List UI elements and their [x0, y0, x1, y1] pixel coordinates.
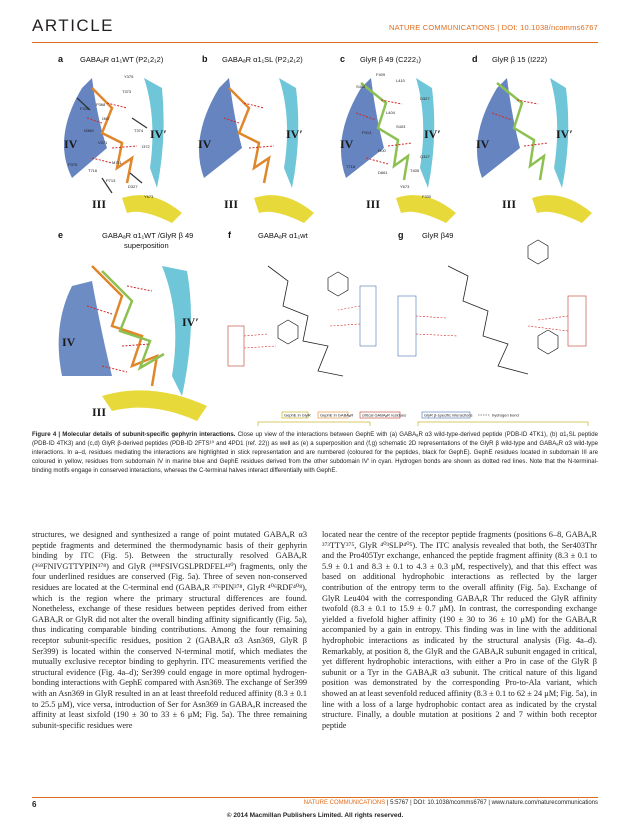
panel-c-ivprime: IV′: [424, 127, 441, 141]
body-column-left: structures, we designed and synthesized a range of point mutated GABAₐR α3 peptide fragments and determined the thermodynamic basis of their gephyrin binding by ITC (Fig. 5). Between the structurally resolved GABAₐR (³⁶⁸FNIVGTTYPIN³⁷⁸) and GlyR (³⁹⁸FSIVGSLPRDFEL⁴¹⁰) fragments, only the four underlined residues are conserved (Fig. 5a). Three of seven non-conserved residues are located at the C-terminal end (GABAₐR ³⁷⁶PIN³⁷⁸, GlyR ⁴⁰⁶RDF⁴⁰⁸), which is the region where the primary structural differences are found. Nonetheless, exchange of these residues between peptides derived from either GABAₐR or GlyR did not alter the overall binding affinity significantly (Fig. 5a), thus indicating comparable binding contributions. Among the four remaining receptor subunit-specific residues, position 2 (GABAₐR α3 Asn369, GlyR β Ser399) is located within the conserved N-terminal motif, which mediates the mutually exclusive receptor binding to gephyrin. ITC measurements verified the structural evidence (Fig. 4a–d); Ser399 could engage in more optimal hydrogen-bonding interactions with GephE compared with Asn369. The exchange of Ser399 with an Asn369 in GlyR resulted in an at least threefold reduced affinity (8.3 ± 0.1 to 25.5 μM), vice versa, introduction of Ser for Asn369 in GABAₐR increased the affinity at least sixfold (190 ± 30 to 33 ± 6 μM; Fig. 5a). The three remaining subunit-specific residues were: [32, 530, 307, 730]
res-a-9: P376: [68, 162, 78, 167]
page-header: [32, 16, 598, 43]
panel-d-title: GlyR β 15 (I222): [492, 55, 548, 64]
panel-e-title-2: superposition: [124, 241, 169, 250]
footer-journal-ref: | 5:5767 | DOI: 10.1038/ncomms6767 | www.nature.com/naturecommunications: [385, 800, 598, 806]
panel-d-label: d: [472, 54, 478, 64]
legend-critical: critical GABAₐR residues: [362, 412, 407, 418]
panel-b-label: b: [202, 54, 208, 64]
legend-gephe-gabaar: GephE in GABAₐR: [320, 412, 354, 418]
panel-f-label: f: [228, 230, 231, 240]
panel-c-iv: IV: [340, 137, 354, 151]
panel-d-ivprime: IV′: [556, 127, 573, 141]
res-a-5: N369: [84, 128, 94, 133]
res-c-1: L410: [396, 78, 405, 83]
panel-g: [398, 230, 588, 426]
panel-e-iv: IV: [62, 335, 76, 349]
panel-c-label: c: [340, 54, 346, 64]
panel-d-iv: IV: [476, 137, 490, 151]
res-a-13: Y673: [144, 194, 154, 199]
footer-rule: [32, 797, 598, 798]
caption-text: Close up view of the interactions between GephE with (a) GABAₐR α3 wild-type-derived peptide (PDB-ID 4TK1), (b) α1₁SL peptide (PDB-ID 4TK3) and (c,d) GlyR β-derived peptides (PDB-ID 2FTS¹⁰ and 4PD1 (ref. 22)) as well as (e) a superposition and (f,g) schematic 2D representations of the GlyR β wild-type and GABAₐR α3 wild-type interactions. In a–d, residues mediating the interactions are highlighted in stick representation and are numbered (coloured for the peptides, black for GephE). GephE residues located in subdomain III are coloured in yellow, residues from subdomain IV in marine blue and GephE residues derived from the other subdomain IV′ in cyan. Hydrogen bonds are shown as dotted red lines. Note that the N-terminal-binding motifs engage in conserved interactions, whereas the C-terminal halves interact differentially with GephE.: [32, 431, 598, 474]
body-column-right: located near the centre of the receptor peptide fragments (positions 6–8, GABAₐR ³⁷³TTY³⁷⁵, GlyR ⁴⁰³SLP⁴⁰⁵). The ITC analysis revealed that both, the Ser403Thr and the Pro405Tyr exchange, enhanced the peptide fragment affinity (8.3 ± 0.1 to 5.9 ± 0.1 and 8.3 ± 0.1 to 4.3 ± 0.3 μM, respectively), and that this effect was based on additional hydrophobic interactions as reflected by the larger contribution of the entropy term to the overall affinity (Fig. 5a). Exchange of GlyR Leu404 with the corresponding GABAₐR Thr reduced the GlyR affinity twofold (8.3 ± 0.1 to 15.9 ± 0.7 μM). In contrast, the corresponding exchange yielded a fivefold higher affinity (190 ± 30 to 36 ± 10 μM) for the GABAₐR accompanied by a gain in entropy. This finding was in line with the additional hydrophobic interactions as indicated by the structural analysis (Fig. 4a–d). Remarkably, at position 8, the GlyR and the GABAₐR subunit engaged in critical, yet different hydrophobic interactions, with either a Pro in case of the GlyR β subunit or a Tyr in the GABAₐR α3 subunit. The critical nature of this ligand position was demonstrated by the corresponding Pro-to-Ala variant, which showed an at least sevenfold reduced affinity (8.3 ± 0.1 to 62 ± 24 μM; Fig. 5a), in line with a loss of a large hydrophobic contact area as indicated by the crystal structure. Finally, a double mutation at positions 2 and 7 within both receptor peptide: [322, 530, 597, 730]
copyright-notice: © 2014 Macmillan Publishers Limited. All rights reserved.: [226, 812, 404, 819]
panel-g-label: g: [398, 230, 404, 240]
res-c-10: F330: [422, 194, 432, 199]
panel-b: [198, 54, 314, 223]
res-a-10: T716: [88, 168, 98, 173]
panel-e-label: e: [58, 230, 64, 240]
res-c-8: Q327: [420, 154, 430, 159]
res-a-7: T374: [134, 128, 144, 133]
panel-d: [472, 54, 592, 223]
res-a-8: I372: [142, 144, 150, 149]
caption-title: Figure 4 | Molecular details of subunit-specific gephyrin interactions.: [32, 431, 236, 438]
panel-b-title: GABAₐR α1₁SL (P2₁2₁2): [222, 55, 303, 64]
section-label: ARTICLE: [32, 16, 114, 35]
res-a-4: I367: [102, 116, 110, 121]
panel-c-iii: III: [366, 197, 381, 211]
page-number: 6: [32, 800, 37, 809]
res-c-5: P413: [362, 130, 372, 135]
res-a-14: M711: [112, 160, 122, 165]
footer-journal-name: NATURE COMMUNICATIONS: [303, 800, 386, 806]
res-c-11: I400: [378, 148, 386, 153]
panel-c-title: GlyR β 49 (C222₁): [360, 55, 422, 64]
res-c-6: T716: [346, 164, 356, 169]
res-a-0: Y375: [124, 74, 134, 79]
figure-caption: [32, 430, 598, 475]
panel-b-iv: IV: [198, 137, 212, 151]
panel-c: [340, 54, 456, 223]
panel-e-title-1: GABAₐR α1₁WT /GlyR β 49: [102, 231, 194, 240]
legend-glyr-specific: GlyR β-specific interactions: [424, 412, 473, 418]
res-a-1: T373: [122, 89, 132, 94]
panel-a-iv: IV: [64, 137, 78, 151]
legend-hbond: hydrogen bond: [492, 412, 519, 418]
res-c-3: D327: [420, 96, 430, 101]
res-a-3: P368: [96, 102, 106, 107]
legend-gephe-glyr: GephE in GlyR: [284, 412, 311, 418]
res-a-11: P713: [106, 178, 116, 183]
panel-a-ivprime: IV′: [150, 127, 167, 141]
res-a-2: F330: [80, 106, 90, 111]
panel-a-label: a: [58, 54, 64, 64]
panel-f-title: GABAₐR α1₁wt: [258, 231, 308, 240]
panel-e-ivprime: IV′: [182, 315, 199, 329]
res-c-13: T405: [410, 168, 420, 173]
panel-a: [58, 54, 182, 223]
panel-f: [228, 230, 376, 426]
panel-d-iii: III: [502, 197, 517, 211]
figure-4-graphic: [32, 48, 598, 426]
panel-a-title: GABAₐR α1₁WT (P2₁2₁2): [80, 55, 164, 64]
panel-e-iii: III: [92, 405, 107, 419]
panel-b-ivprime: IV′: [286, 127, 303, 141]
panel-g-title: GlyR β49: [422, 231, 454, 240]
footer-journal: [304, 800, 598, 806]
panel-e: [58, 230, 207, 421]
res-c-7: D661: [378, 170, 388, 175]
res-c-9: Y673: [400, 184, 410, 189]
res-a-6: V371: [98, 140, 108, 145]
panel-a-iii: III: [92, 197, 107, 211]
res-a-12: D327: [128, 184, 138, 189]
figure-4: [32, 48, 598, 426]
res-c-4: L404: [386, 110, 395, 115]
panel-b-iii: III: [224, 197, 239, 211]
legend-row: [282, 412, 519, 418]
journal-reference: NATURE COMMUNICATIONS | DOI: 10.1038/ncomms6767: [388, 23, 598, 32]
res-c-2: S408: [356, 84, 366, 89]
res-c-0: F409: [376, 72, 386, 77]
res-c-12: S403: [396, 124, 406, 129]
